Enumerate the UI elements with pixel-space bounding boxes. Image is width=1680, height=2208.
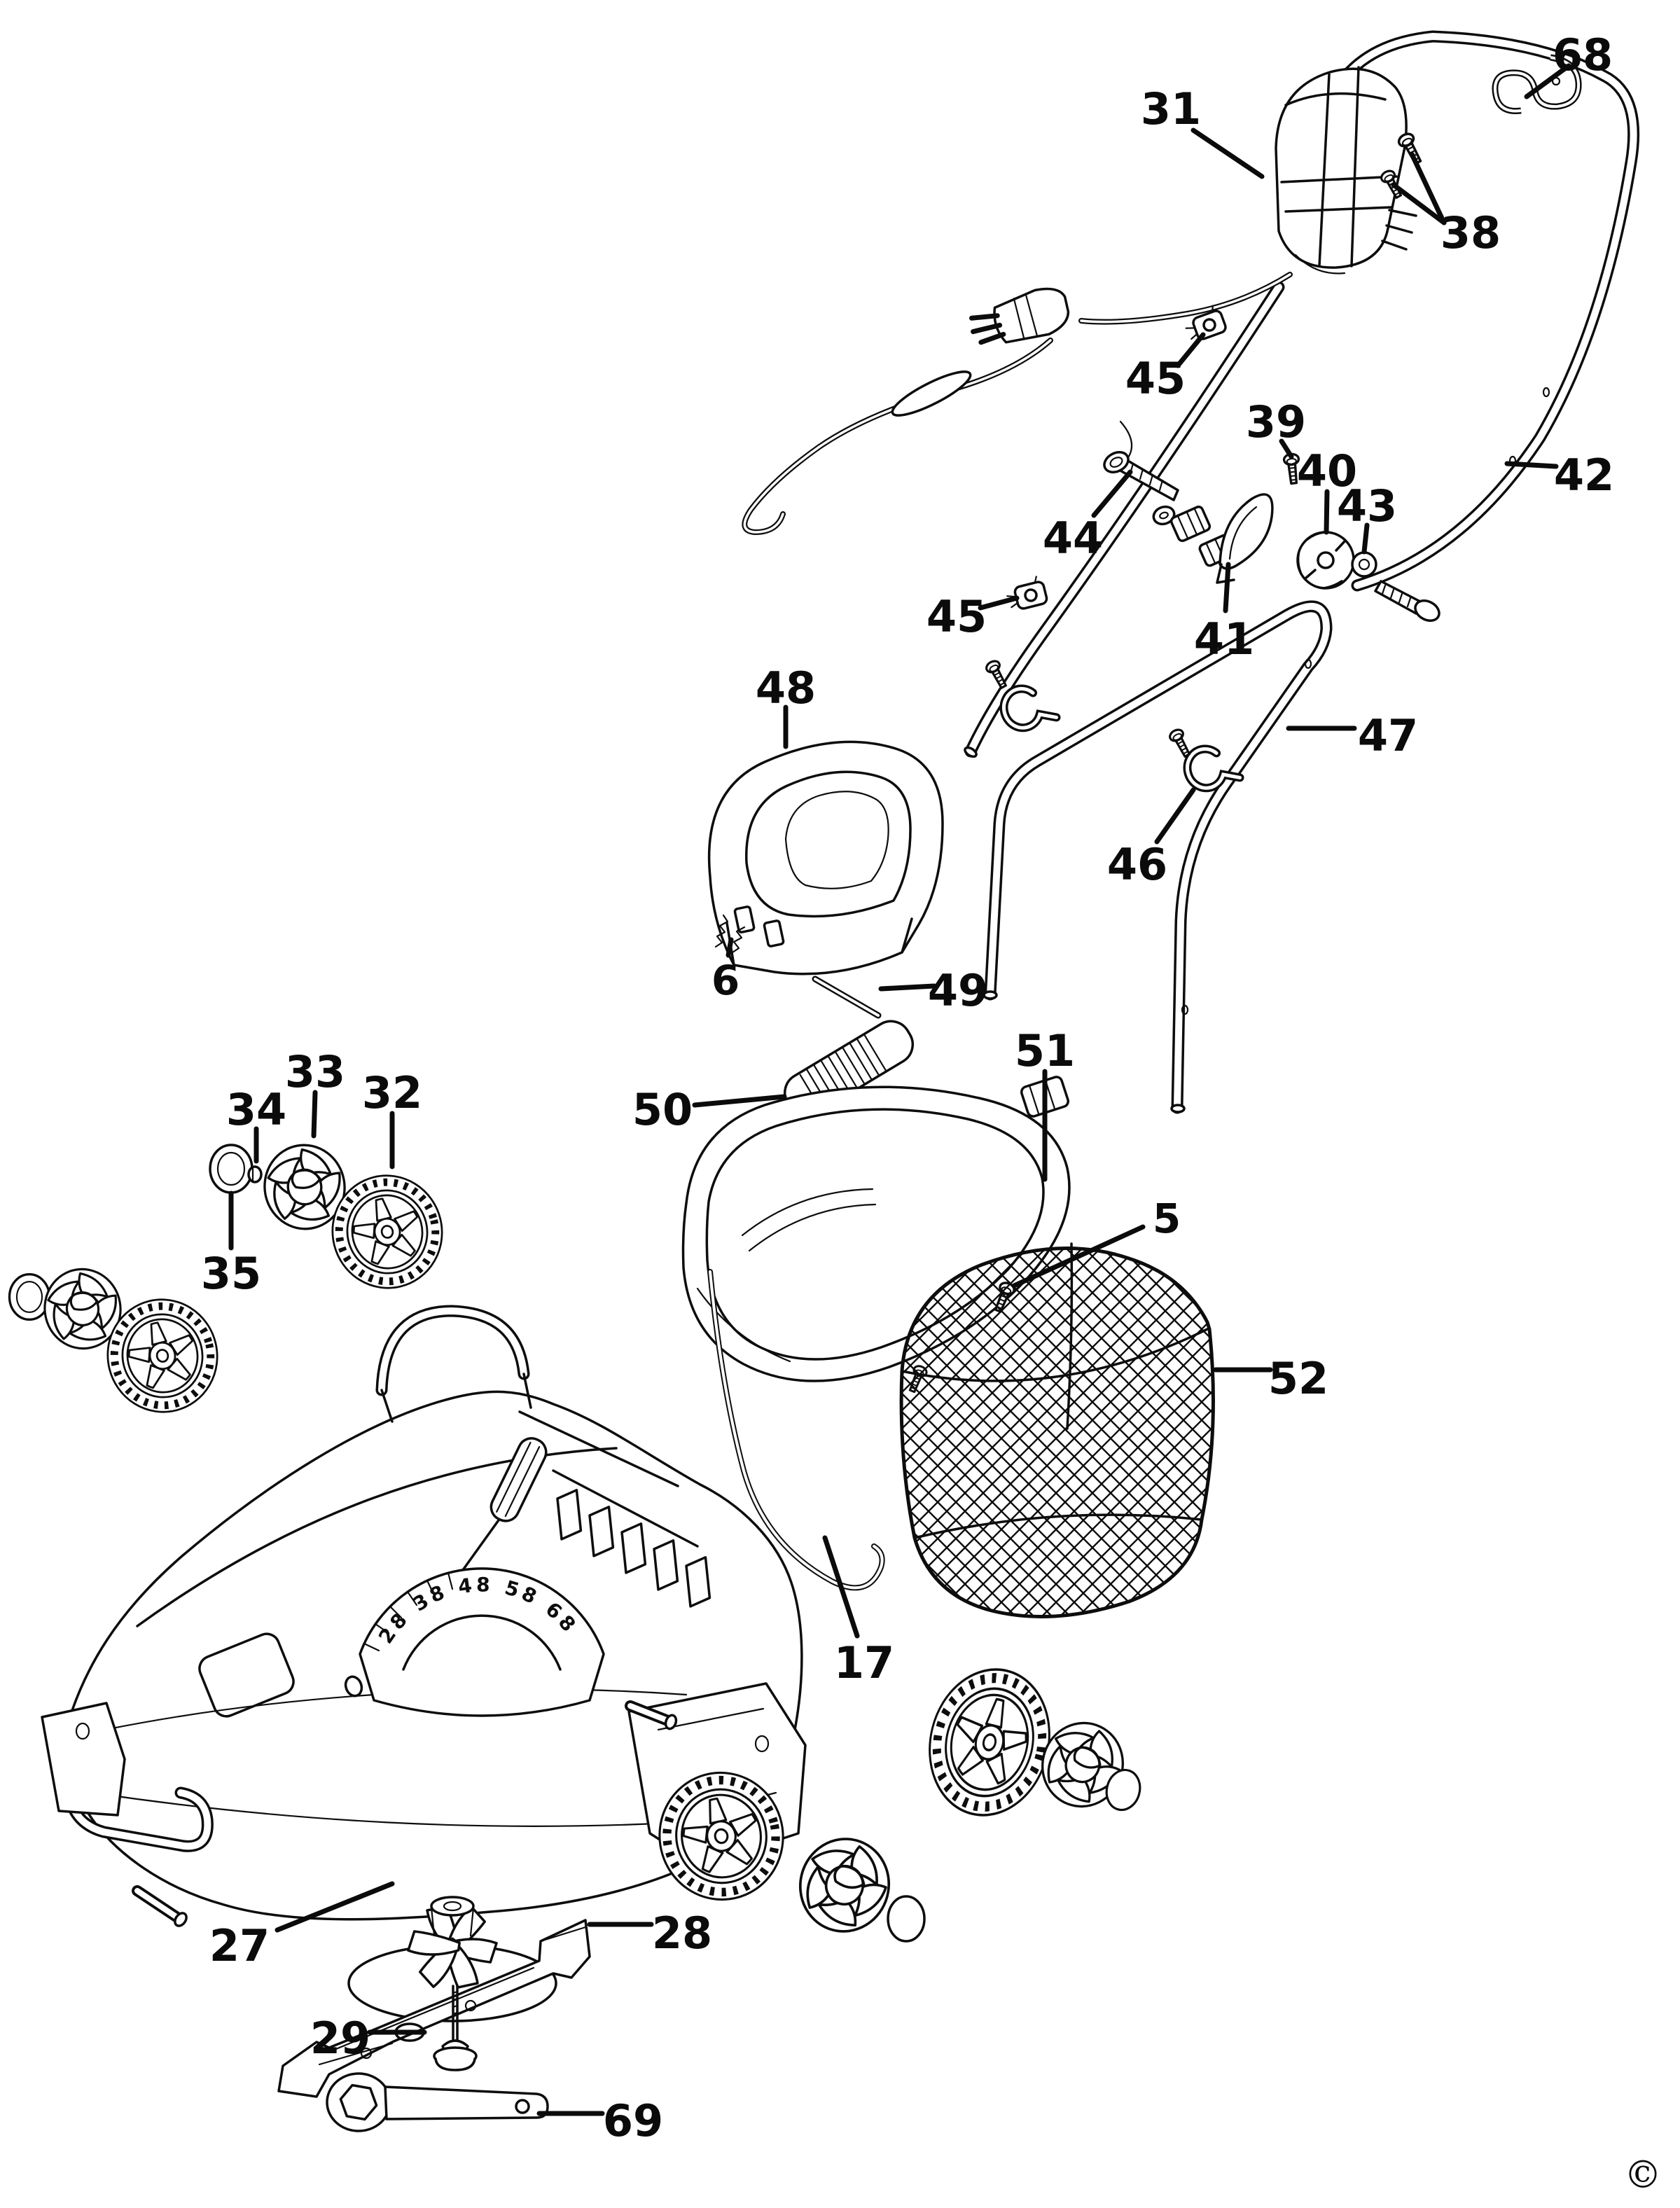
part-label-42: 42 <box>1553 450 1615 501</box>
leader-line-33 <box>314 1092 315 1136</box>
part-label-31: 31 <box>1140 83 1202 134</box>
part-label-47: 47 <box>1357 710 1419 761</box>
copyright-mark: © <box>1624 2153 1662 2197</box>
part-label-48: 48 <box>755 662 817 714</box>
hub-cap-icon <box>888 1896 924 1941</box>
part-label-29: 29 <box>310 2013 371 2064</box>
leader-line-46 <box>1157 790 1193 842</box>
leader-line-40 <box>1326 492 1327 532</box>
bearing-ring-icon <box>210 1145 252 1193</box>
part-label-68: 68 <box>1552 29 1613 81</box>
screw-icon <box>985 659 1010 690</box>
part-label-44: 44 <box>1042 513 1104 564</box>
hinge-rod <box>815 979 878 1015</box>
carriage-bolt <box>1375 581 1443 625</box>
part-label-49: 49 <box>927 965 989 1016</box>
part-label-28: 28 <box>651 1908 713 1959</box>
cam-lock <box>1298 532 1354 588</box>
leader-line-49 <box>881 986 934 989</box>
rear-flap-assembly <box>709 742 943 1015</box>
part-label-33: 33 <box>284 1046 346 1097</box>
handle-bolt <box>1101 448 1236 567</box>
part-label-45: 45 <box>926 591 987 642</box>
height-scale-text: 28 38 48 58 68 <box>373 1573 583 1648</box>
switch-housing <box>1276 67 1416 273</box>
cable-hook-clip <box>1000 681 1057 731</box>
screw-icon <box>1168 728 1193 758</box>
grass-basket <box>901 1244 1213 1616</box>
part-label-34: 34 <box>225 1084 287 1135</box>
part-label-27: 27 <box>209 1920 270 1971</box>
spanner-wrench <box>327 2074 548 2131</box>
retainer-clip-icon <box>249 1167 261 1182</box>
power-plug <box>967 282 1075 356</box>
part-label-40: 40 <box>1296 445 1358 497</box>
leader-line-41 <box>1226 564 1228 611</box>
part-label-39: 39 <box>1245 396 1307 447</box>
rear-flap <box>709 742 943 973</box>
part-label-45: 45 <box>1125 353 1186 404</box>
wheel-icon <box>915 1657 1064 1828</box>
leader-line-31 <box>1193 130 1262 176</box>
part-label-69: 69 <box>602 2095 664 2146</box>
part-label-41: 41 <box>1193 613 1255 665</box>
part-label-5: 5 <box>1152 1195 1181 1242</box>
part-label-51: 51 <box>1014 1025 1076 1076</box>
wheel-fan-hub-icon <box>784 1828 903 1947</box>
part-label-38: 38 <box>1440 207 1501 258</box>
cam-washer <box>1352 553 1376 576</box>
leader-line-42 <box>1507 464 1556 466</box>
bearing-ring-icon <box>9 1275 49 1320</box>
part-label-43: 43 <box>1336 480 1398 532</box>
lock-lever <box>1217 494 1272 583</box>
part-label-32: 32 <box>361 1067 423 1118</box>
part-label-46: 46 <box>1106 839 1168 890</box>
part-label-17: 17 <box>833 1637 895 1688</box>
part-label-52: 52 <box>1268 1353 1329 1404</box>
part-label-50: 50 <box>632 1084 693 1135</box>
cable-clip-icon <box>1004 576 1048 612</box>
part-label-35: 35 <box>200 1248 262 1299</box>
upper-handle-assembly <box>744 36 1633 758</box>
leader-line-6 <box>728 940 731 955</box>
axle-pin <box>137 1891 188 1928</box>
part-label-6: 6 <box>711 957 740 1004</box>
